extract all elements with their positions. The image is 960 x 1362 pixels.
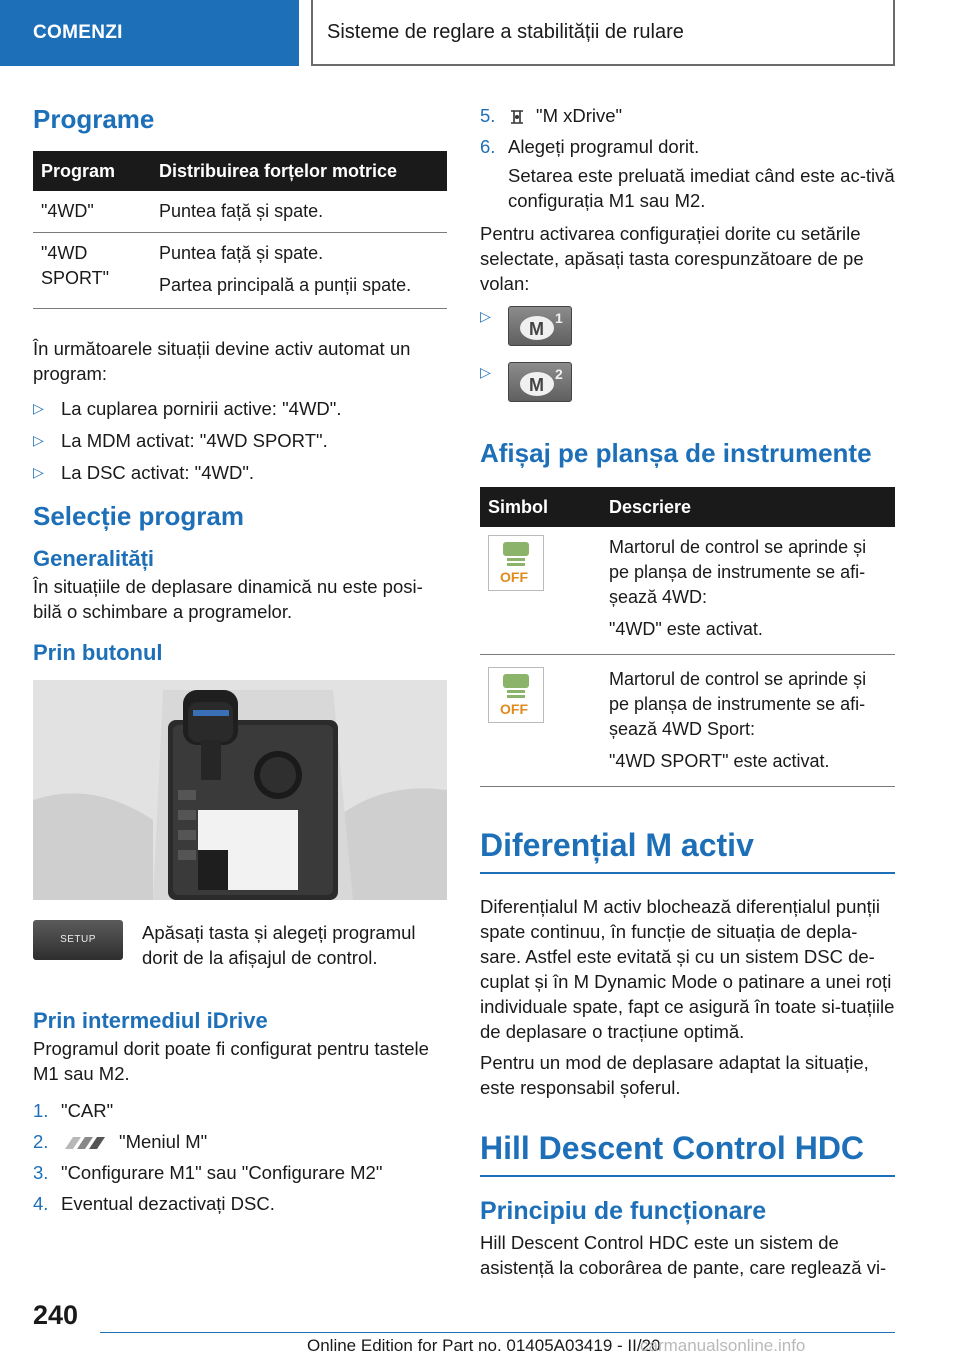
principiu-heading: Principiu de funcționare	[480, 1197, 767, 1225]
triangle-bullet-icon: ▷	[480, 364, 491, 380]
list-item: ▷ La cuplarea pornirii active: "4WD".	[33, 398, 342, 419]
programe-heading: Programe	[33, 104, 155, 134]
generalitati-heading: Generalități	[33, 546, 155, 571]
setup-row	[33, 920, 447, 970]
svg-text:M: M	[529, 319, 544, 339]
idrive-steps-cont	[480, 103, 895, 159]
program-cell: "4WD SPORT"	[33, 233, 151, 309]
program-table	[33, 151, 447, 309]
idrive-heading: Prin intermediul iDrive	[33, 1008, 268, 1033]
principiu-text: Hill Descent Control HDC este un sistem de asistență la coborârea de pante, care reglează vi-	[480, 1232, 887, 1278]
list-item: 6. Alegeți programul dorit.	[480, 136, 700, 157]
console-illustration	[33, 680, 447, 900]
diferential-heading: Diferențial M activ	[480, 827, 895, 874]
prin-butonul-heading: Prin butonul	[33, 640, 163, 665]
m2-key-row	[480, 360, 895, 416]
symbol-table-header: Descriere	[601, 487, 895, 527]
icon-off-text: OFF	[500, 701, 528, 717]
table-row	[480, 655, 895, 787]
m2-key-icon	[509, 363, 571, 401]
4wd-off-warning-icon	[488, 535, 544, 591]
list-item: ▷ La MDM activat: "4WD SPORT".	[33, 430, 328, 451]
auto-intro-text: În următoarele situații devine activ automat un program:	[33, 338, 411, 384]
symbol-table	[480, 487, 895, 787]
m1-key-icon	[509, 307, 571, 345]
symbol-table-header: Simbol	[480, 487, 601, 527]
page-header	[0, 0, 960, 66]
table-row	[480, 527, 895, 655]
setup-text: Apăsați tasta și alegeți programul dorit de la afișajul de control.	[142, 922, 416, 968]
diferential-paragraph: Diferențialul M activ blochează diferențialul punții spate continuu, în funcție de situația de depla-sare. Astfel este evitată și cu un sistem DSC de-cuplat și în M Dynamic Mode o patinare a unei roți individuale spate, fapt ce asigură în toate si-tuațiile de deplasare o tracțiune optimă.	[480, 896, 895, 1042]
program-table-header: Distribuirea forțelor motrice	[151, 151, 447, 191]
triangle-bullet-icon: ▷	[33, 432, 44, 448]
auto-activation-list	[33, 396, 447, 485]
triangle-bullet-icon: ▷	[33, 464, 44, 480]
idrive-text: Programul dorit poate fi configurat pentru tastele M1 sau M2.	[33, 1038, 429, 1084]
section-tab[interactable]: COMENZI	[0, 0, 299, 66]
diferential-paragraph: Pentru un mod de deplasare adaptat la situație, este responsabil șoferul.	[480, 1052, 869, 1098]
distribution-cell: Puntea față și spate.	[151, 191, 447, 233]
page-number: 240	[33, 1300, 79, 1330]
symbol-description: Martorul de control se aprinde și pe planșa de instrumente se afi-șează 4WD:	[609, 537, 867, 607]
watermark-text: carmanualsonline.info	[640, 1336, 806, 1355]
center-console-photo	[33, 680, 447, 900]
symbol-status: "4WD" este activat.	[609, 619, 763, 639]
symbol-status: "4WD SPORT" este activat.	[609, 751, 830, 771]
distribution-line: Puntea față și spate.	[159, 243, 324, 263]
footer-divider	[100, 1332, 895, 1333]
step6-note: Setarea este preluată imediat când este ac-tivă configurația M1 sau M2.	[508, 165, 895, 211]
table-row	[33, 191, 447, 233]
list-item: 3. "Configurare M1" sau "Configurare M2"	[33, 1162, 383, 1183]
svg-text:2: 2	[555, 366, 563, 382]
afisaj-heading: Afișaj pe planșa de instrumente	[480, 438, 872, 468]
selectie-heading: Selecție program	[33, 501, 244, 531]
triangle-bullet-icon: ▷	[480, 308, 491, 324]
program-table-header: Program	[33, 151, 151, 191]
idrive-steps	[33, 1098, 447, 1216]
svg-text:M: M	[529, 375, 544, 395]
list-item: ▷ La DSC activat: "4WD".	[33, 462, 255, 483]
triangle-bullet-icon: ▷	[33, 400, 44, 416]
list-item: 4. Eventual dezactivați DSC.	[33, 1193, 275, 1214]
m2-steering-key[interactable]	[508, 362, 572, 402]
list-item: 1. "CAR"	[33, 1100, 114, 1121]
edition-text: Online Edition for Part no. 01405A03419 - II/20	[307, 1336, 661, 1355]
program-cell: "4WD"	[33, 191, 151, 233]
generalitati-text: În situațiile de deplasare dinamică nu este posi-bilă o schimbare a programelor.	[33, 576, 423, 622]
activate-text: Pentru activarea configurației dorite cu setările selectate, apăsați tasta corespunzătoare de pe volan:	[480, 223, 864, 294]
hdc-heading: Hill Descent Control HDC	[480, 1130, 895, 1177]
table-row	[33, 233, 447, 309]
xdrive-icon	[508, 108, 526, 126]
setup-button[interactable]: SETUP	[33, 920, 123, 960]
m1-key-row	[480, 304, 895, 360]
chapter-title: Sisteme de reglare a stabilității de rulare	[311, 0, 895, 66]
distribution-line: Partea principală a punții spate.	[159, 275, 412, 295]
4wd-sport-off-warning-icon	[488, 667, 544, 723]
right-column	[480, 96, 895, 1280]
svg-text:1: 1	[555, 310, 563, 326]
list-item: 5. "M xDrive"	[480, 105, 623, 126]
m-menu-icon	[61, 1136, 111, 1150]
icon-off-text: OFF	[500, 569, 528, 585]
left-column	[33, 96, 447, 1222]
symbol-description: Martorul de control se aprinde și pe planșa de instrumente se afi-șează 4WD Sport:	[609, 669, 867, 739]
m1-steering-key[interactable]	[508, 306, 572, 346]
list-item: 2. "Meniul M"	[33, 1131, 208, 1152]
